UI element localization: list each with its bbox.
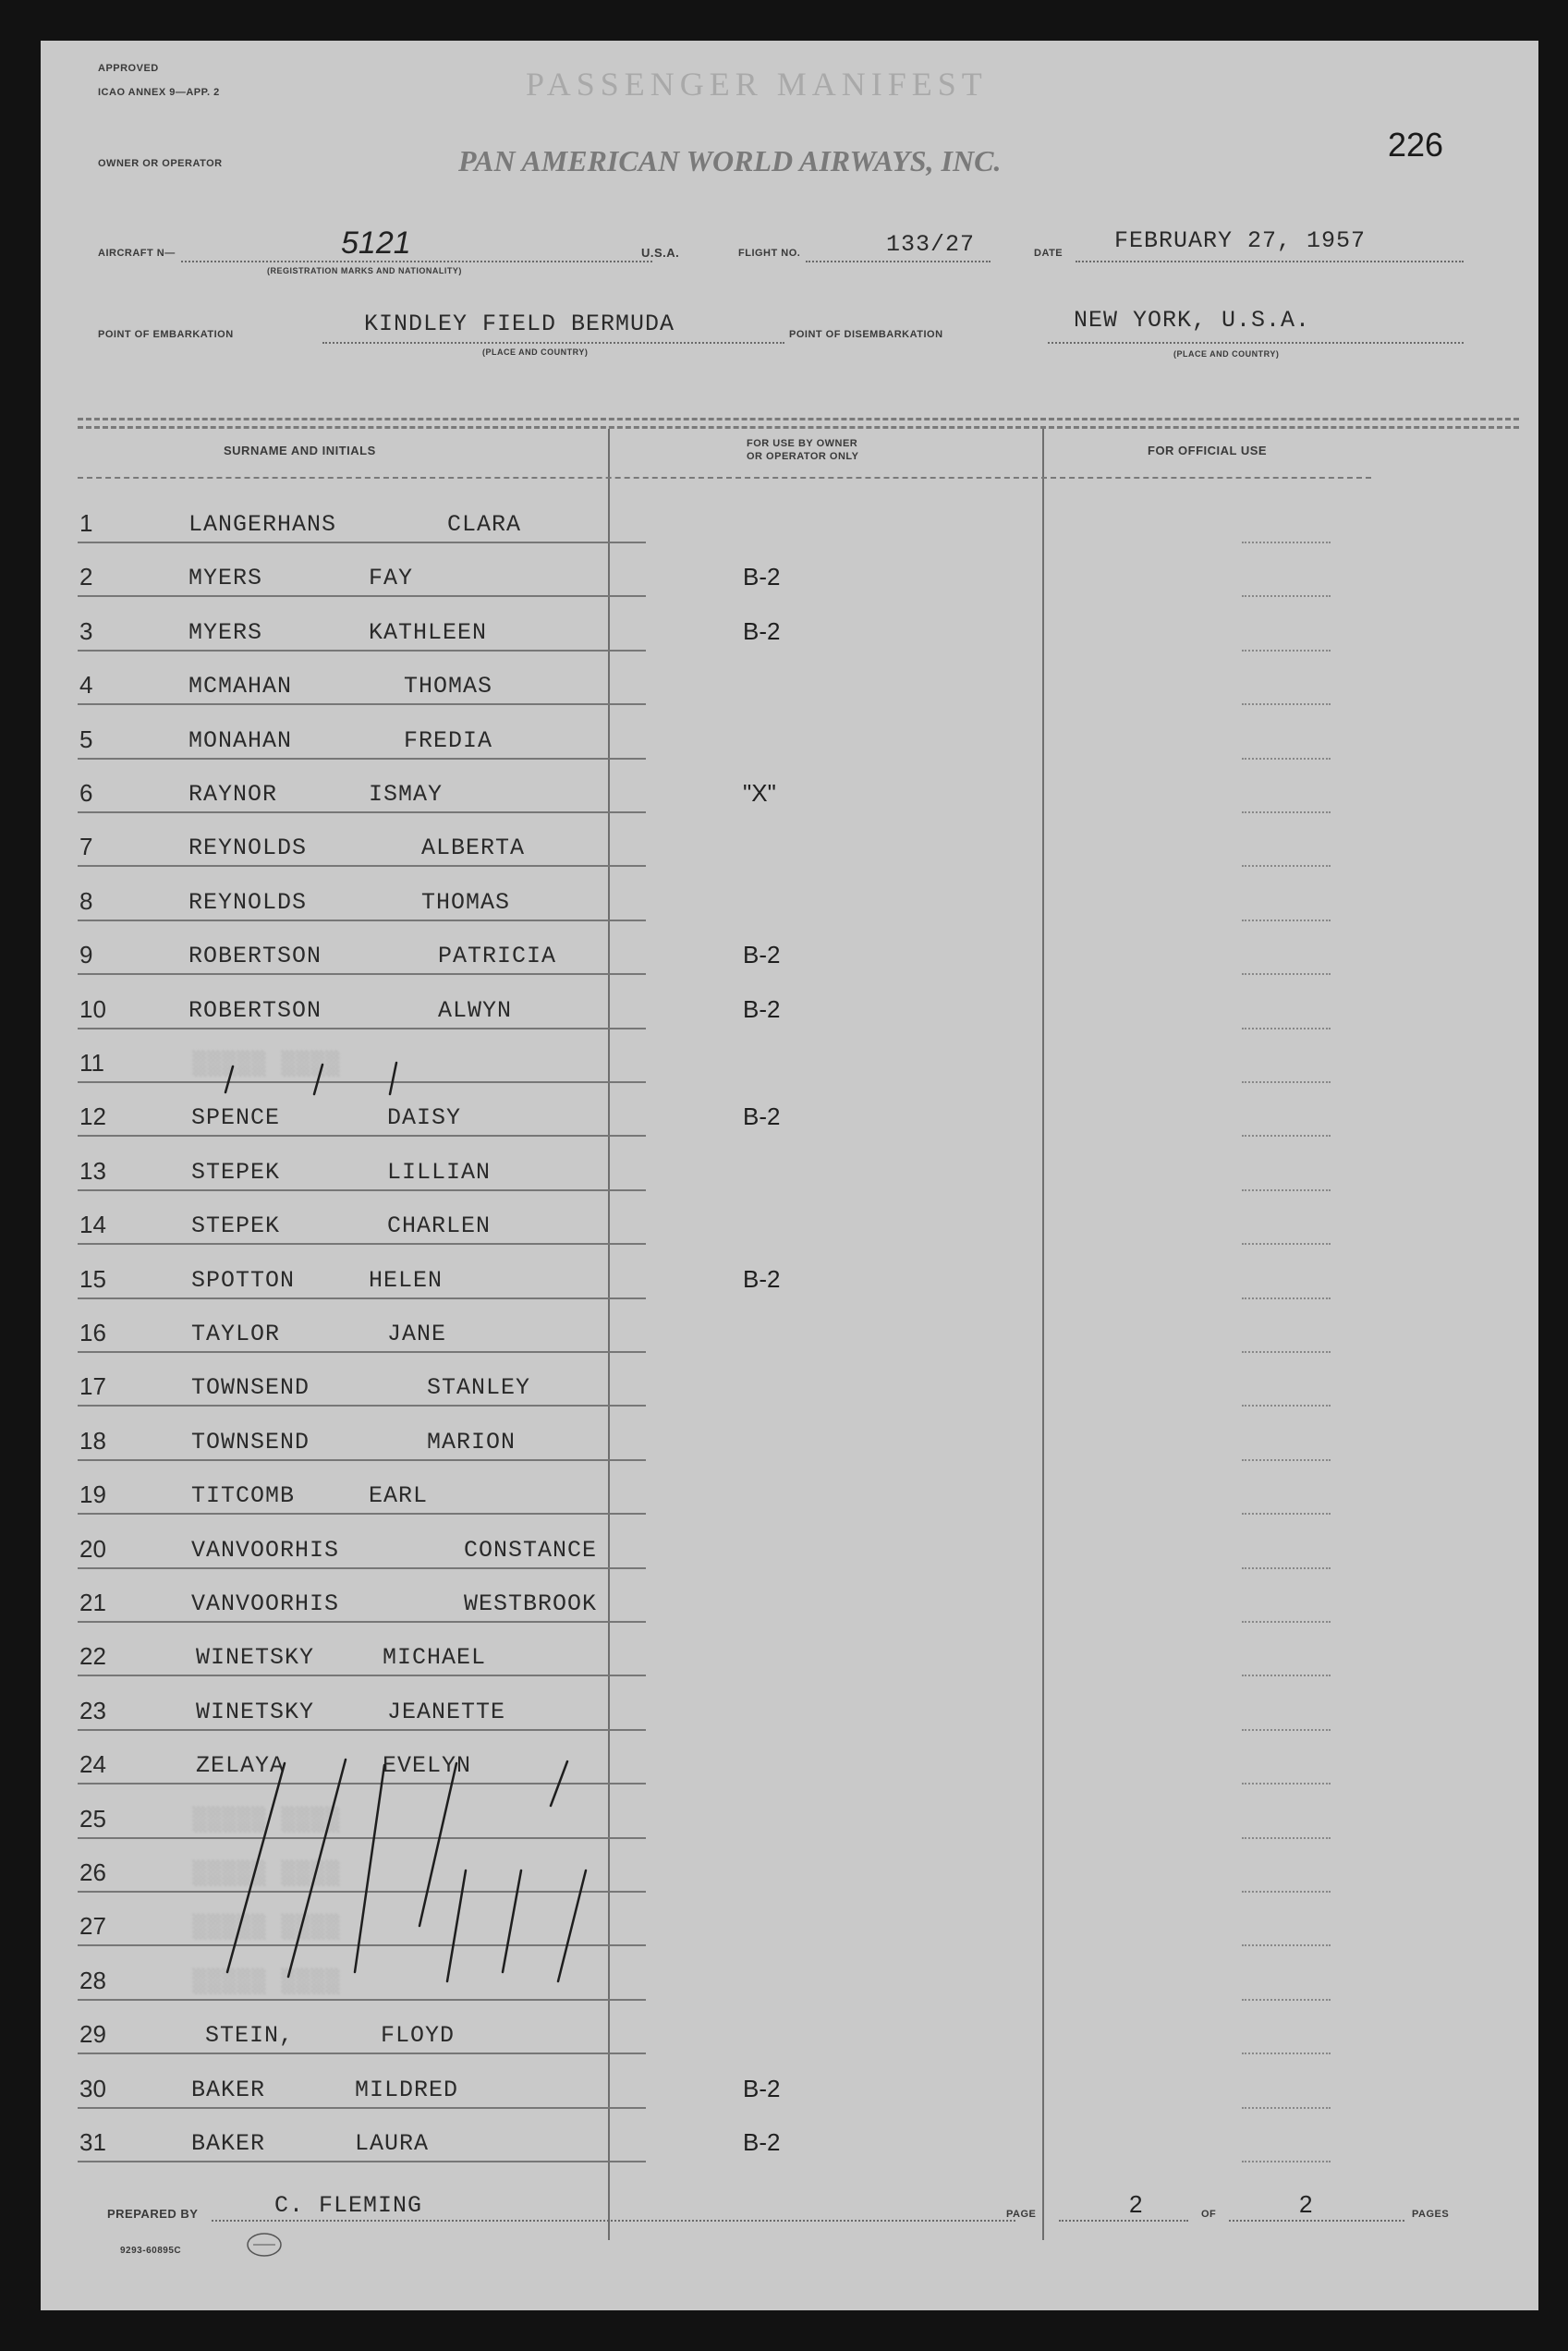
visa-class-code: B-2 (743, 616, 781, 645)
page-number-stamp: 226 (1388, 126, 1444, 164)
passenger-given-name: ALBERTA (421, 834, 526, 862)
row-number: 28 (79, 1966, 106, 1994)
prepared-by-value: C. FLEMING (274, 2192, 423, 2219)
passenger-given-name: MARION (427, 1428, 517, 1456)
page-value: 2 (1129, 2190, 1143, 2218)
passenger-given-name: LAURA (355, 2130, 430, 2157)
row-number: 13 (79, 1156, 106, 1185)
passenger-surname: MONAHAN (188, 726, 293, 754)
passenger-surname: ROBERTSON (188, 996, 322, 1024)
aircraft-nationality: U.S.A. (641, 246, 680, 260)
col-header-owner-2: OR OPERATOR ONLY (747, 451, 859, 462)
cancellation-marks (41, 41, 1538, 2310)
row-number: 15 (79, 1264, 106, 1293)
col-header-names: SURNAME AND INITIALS (224, 444, 376, 457)
row-number: 20 (79, 1534, 106, 1563)
disembarkation-caption: (PLACE AND COUNTRY) (1173, 349, 1280, 359)
owner-value: PAN AMERICAN WORLD AIRWAYS, INC. (458, 144, 1002, 177)
passenger-surname: STEPEK (191, 1158, 281, 1186)
passenger-surname: MYERS (188, 618, 263, 646)
passenger-surname: REYNOLDS (188, 888, 308, 916)
passenger-surname: VANVOORHIS (191, 1536, 340, 1564)
passenger-given-name: JEANETTE (387, 1698, 506, 1725)
visa-class-code: B-2 (743, 563, 781, 591)
row-number: 23 (79, 1696, 106, 1724)
col-header-official: FOR OFFICIAL USE (1148, 444, 1268, 457)
passenger-given-name: PATRICIA (438, 943, 557, 970)
passenger-given-name: THOMAS (421, 888, 511, 916)
row-number: 5 (79, 725, 93, 753)
approval-code: APPROVED (98, 63, 159, 74)
form-code: 9293-60895C (120, 2246, 182, 2256)
visa-class-code: B-2 (743, 2074, 781, 2102)
passenger-surname: ZELAYA (196, 1752, 286, 1780)
disembarkation-value: NEW YORK, U.S.A. (1074, 307, 1311, 334)
passenger-surname: TITCOMB (191, 1482, 296, 1510)
row-number: 29 (79, 2020, 106, 2049)
col-header-owner-1: FOR USE BY OWNER (747, 438, 858, 449)
embarkation-label: POINT OF EMBARKATION (98, 329, 234, 340)
passenger-surname: WINETSKY (196, 1698, 315, 1725)
passenger-given-name: EVELYN (383, 1752, 472, 1780)
row-number: 24 (79, 1750, 106, 1779)
passenger-surname: TAYLOR (191, 1321, 281, 1347)
erased-entry: ░░░░░ ░░░░ (193, 1051, 342, 1078)
row-number: 8 (79, 886, 93, 915)
passenger-surname: WINETSKY (196, 1644, 315, 1672)
visa-class-code: B-2 (743, 1102, 781, 1131)
passenger-given-name: FLOYD (381, 2022, 456, 2050)
passenger-given-name: WESTBROOK (464, 1590, 598, 1617)
passenger-surname: STEIN, (205, 2022, 295, 2050)
visa-class-code: B-2 (743, 2128, 781, 2156)
row-number: 10 (79, 994, 106, 1023)
passenger-given-name: ISMAY (369, 781, 444, 808)
visa-class-code: B-2 (743, 1264, 781, 1293)
row-number: 30 (79, 2074, 106, 2102)
passenger-given-name: EARL (369, 1482, 429, 1510)
of-label: OF (1201, 2209, 1217, 2220)
row-number: 26 (79, 1858, 106, 1886)
row-number: 14 (79, 1211, 106, 1239)
row-number: 4 (79, 671, 93, 700)
passenger-given-name: CHARLEN (387, 1212, 492, 1240)
row-number: 6 (79, 779, 93, 807)
erased-entry: ░░░░░ ░░░░ (193, 1967, 342, 1995)
row-number: 12 (79, 1102, 106, 1131)
passenger-given-name: JANE (387, 1321, 447, 1347)
visa-class-code: B-2 (743, 994, 781, 1023)
page-label: PAGE (1006, 2209, 1037, 2220)
passenger-given-name: LILLIAN (387, 1158, 492, 1186)
passenger-surname: STEPEK (191, 1212, 281, 1240)
date-value: FEBRUARY 27, 1957 (1114, 227, 1367, 254)
passenger-given-name: KATHLEEN (369, 618, 488, 646)
visa-class-code: "X" (743, 779, 776, 807)
row-number: 7 (79, 833, 93, 861)
row-number: 17 (79, 1372, 106, 1401)
manifest-sheet (41, 41, 1538, 2310)
passenger-surname: ROBERTSON (188, 943, 322, 970)
registration-caption: (REGISTRATION MARKS AND NATIONALITY) (267, 266, 462, 275)
prepared-by-label: PREPARED BY (107, 2207, 199, 2221)
erased-entry: ░░░░░ ░░░░ (193, 1860, 342, 1887)
row-number: 31 (79, 2128, 106, 2156)
row-number: 3 (79, 616, 93, 645)
visa-class-code: B-2 (743, 941, 781, 969)
row-number: 1 (79, 509, 93, 537)
pages-label: PAGES (1412, 2209, 1450, 2220)
row-number: 21 (79, 1589, 106, 1616)
passenger-given-name: ALWYN (438, 996, 513, 1024)
embarkation-value: KINDLEY FIELD BERMUDA (364, 311, 675, 337)
passenger-given-name: CLARA (447, 511, 522, 538)
aircraft-value: 5121 (341, 225, 411, 261)
passenger-surname: MYERS (188, 565, 263, 592)
flight-label: FLIGHT NO. (738, 248, 801, 259)
row-number: 22 (79, 1642, 106, 1671)
aircraft-label: AIRCRAFT N— (98, 248, 176, 259)
row-number: 27 (79, 1912, 106, 1941)
manifest-title: PASSENGER MANIFEST (526, 66, 988, 103)
union-label-seal (244, 2229, 285, 2260)
flight-value: 133/27 (886, 231, 976, 258)
passenger-surname: MCMAHAN (188, 673, 293, 700)
erased-entry: ░░░░░ ░░░░ (193, 1806, 342, 1833)
row-number: 25 (79, 1804, 106, 1833)
passenger-given-name: THOMAS (404, 673, 493, 700)
row-number: 2 (79, 563, 93, 591)
icao-annex-code: ICAO ANNEX 9—APP. 2 (98, 87, 220, 98)
passenger-surname: RAYNOR (188, 781, 278, 808)
embarkation-caption: (PLACE AND COUNTRY) (482, 347, 589, 357)
erased-entry: ░░░░░ ░░░░ (193, 1914, 342, 1942)
passenger-surname: LANGERHANS (188, 511, 337, 538)
passenger-surname: TOWNSEND (191, 1428, 310, 1456)
row-number: 11 (79, 1049, 104, 1077)
row-number: 9 (79, 941, 93, 969)
passenger-surname: BAKER (191, 2130, 266, 2157)
row-number: 16 (79, 1319, 106, 1346)
passenger-surname: TOWNSEND (191, 1374, 310, 1402)
passenger-surname: BAKER (191, 2076, 266, 2103)
passenger-given-name: DAISY (387, 1104, 462, 1132)
passenger-given-name: CONSTANCE (464, 1536, 598, 1564)
passenger-given-name: HELEN (369, 1266, 444, 1294)
passenger-surname: SPOTTON (191, 1266, 296, 1294)
passenger-given-name: MILDRED (355, 2076, 459, 2103)
passenger-given-name: FAY (369, 565, 414, 592)
passenger-surname: VANVOORHIS (191, 1590, 340, 1617)
of-value: 2 (1299, 2190, 1313, 2218)
passenger-given-name: FREDIA (404, 726, 493, 754)
passenger-surname: SPENCE (191, 1104, 281, 1132)
passenger-given-name: MICHAEL (383, 1644, 487, 1672)
disembarkation-label: POINT OF DISEMBARKATION (789, 329, 943, 340)
owner-label: OWNER OR OPERATOR (98, 158, 223, 169)
passenger-given-name: STANLEY (427, 1374, 531, 1402)
row-number: 18 (79, 1426, 106, 1455)
date-label: DATE (1034, 248, 1064, 259)
passenger-surname: REYNOLDS (188, 834, 308, 862)
row-number: 19 (79, 1480, 106, 1509)
